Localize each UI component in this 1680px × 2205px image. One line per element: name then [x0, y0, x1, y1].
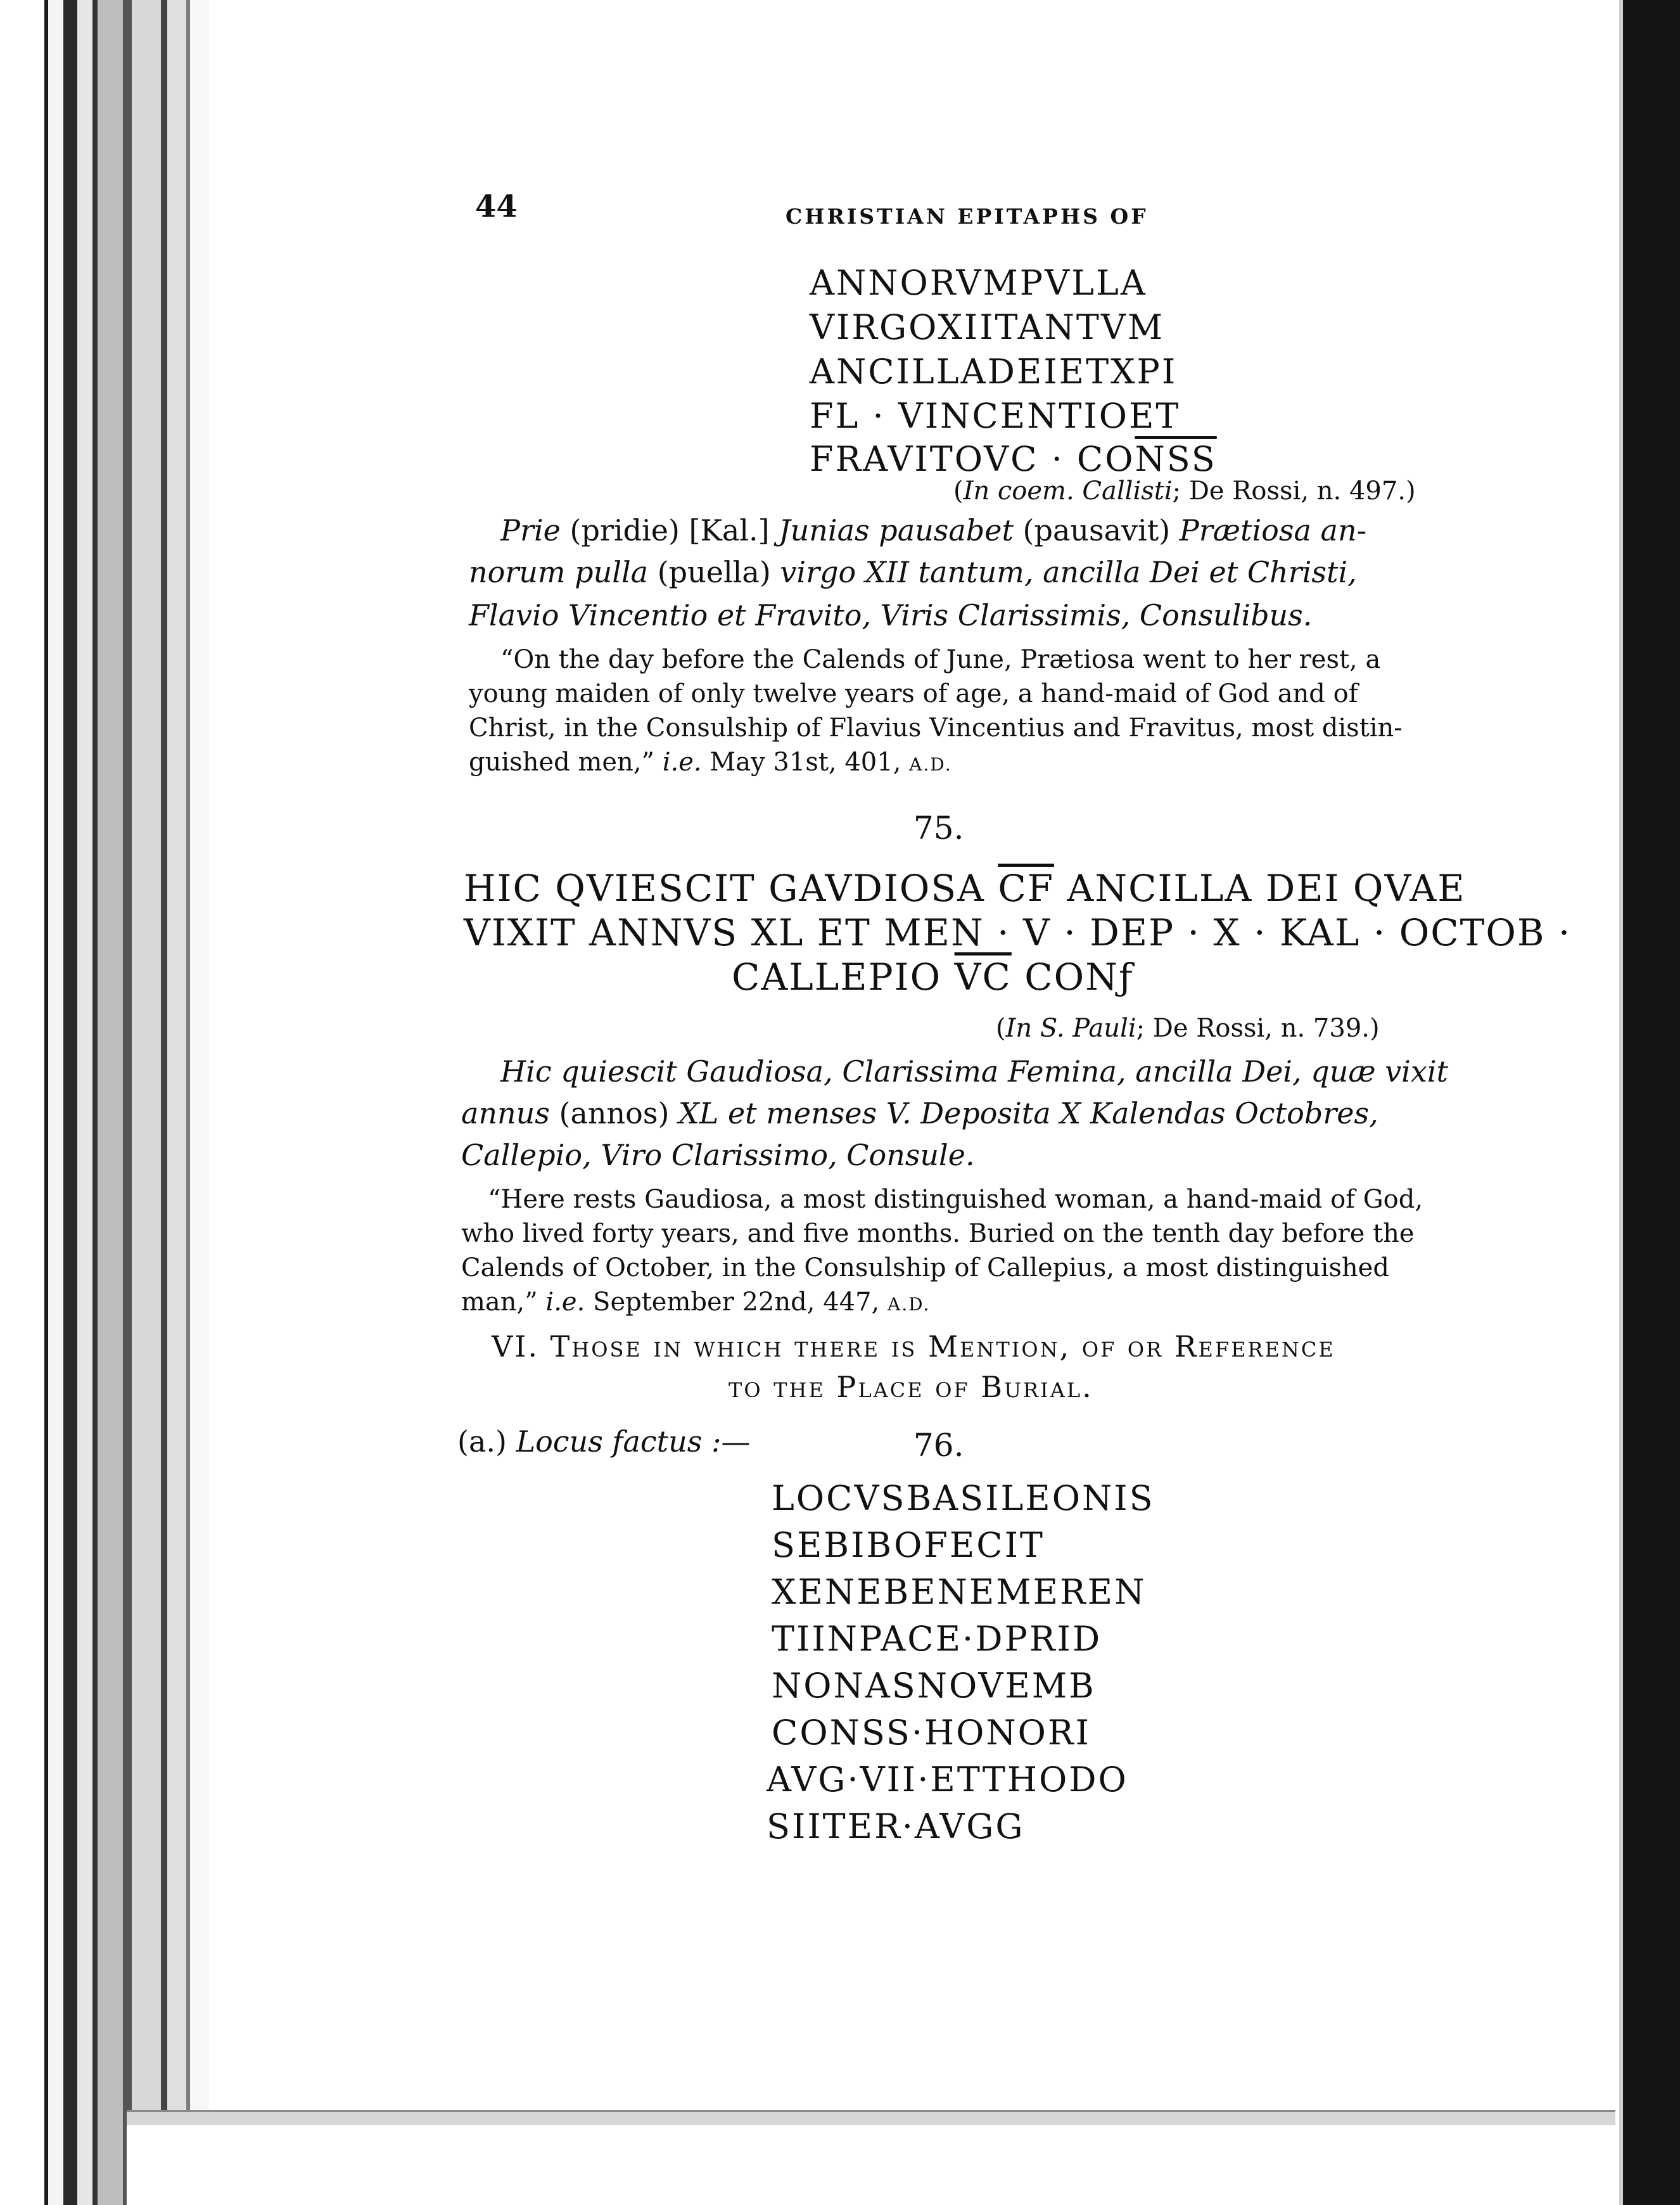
- translation-line: Calends of October, in the Consulship of Callepius, a most distinguished: [461, 1253, 1389, 1282]
- latin-italic: Callepio, Viro Clarissimo, Consule.: [461, 1138, 975, 1172]
- source-citation: [996, 1014, 1380, 1043]
- latin-roman: (annos): [549, 1096, 679, 1130]
- inscription-line: NONASNOVEMB: [772, 1666, 1096, 1706]
- inscription-line: ANCILLADEIETXPI: [810, 352, 1178, 392]
- translation-text: guished men,”: [469, 748, 663, 777]
- inscription-abbrev: $\overline{NSS}$: [1135, 439, 1217, 479]
- book-page-edges: [0, 0, 209, 2205]
- translation-line: “On the day before the Calends of June, Prætiosa went to her rest, a: [500, 645, 1381, 674]
- latin-italic: XL et menses V. Deposita X Kalendas Octobres,: [678, 1096, 1378, 1130]
- inscription-abbrev: $\overline{CF}$: [998, 867, 1054, 910]
- latin-line: [469, 598, 1312, 632]
- latin-line: [500, 1054, 1448, 1089]
- era-abbrev: A.D.: [887, 1294, 931, 1315]
- latin-italic: Flavio Vincentio et Fravito, Viris Clarissimis, Consulibus.: [469, 598, 1313, 632]
- latin-line: [461, 1096, 1378, 1130]
- latin-line: [469, 555, 1357, 589]
- translation-text: May 31st, 401,: [701, 748, 910, 777]
- section-heading: to the Place of Burial.: [729, 1370, 1093, 1404]
- inscription-line: ANNORVMPVLLA: [810, 263, 1147, 303]
- citation-paren: (: [953, 476, 964, 506]
- translation-line: [461, 1288, 930, 1317]
- inscription-text: HIC QVIESCIT GAVDIOSA: [464, 867, 998, 910]
- page-bottom-edge: [127, 2110, 1615, 2127]
- translation-text: man,”: [461, 1288, 546, 1317]
- page-bottom-margin: [127, 2125, 1615, 2205]
- inscription-line: SEBIBOFECIT: [772, 1525, 1045, 1565]
- inscription-line: CONSS·HONORI: [772, 1713, 1091, 1753]
- entry-number: 75.: [913, 810, 964, 847]
- latin-italic: Prie: [500, 513, 561, 547]
- latin-roman: (pridie) [Kal.]: [560, 513, 779, 547]
- right-binding-edge: [1623, 0, 1680, 2205]
- citation-ref: ; De Rossi, n. 739.): [1136, 1014, 1380, 1043]
- translation-text: September 22nd, 447,: [585, 1288, 888, 1317]
- translation-line: who lived forty years, and five months. Buried on the tenth day before the: [461, 1219, 1415, 1248]
- latin-italic: Junias pausabet: [779, 513, 1014, 547]
- citation-place: In coem. Callisti: [963, 476, 1173, 506]
- running-title: CHRISTIAN EPITAPHS OF: [786, 204, 1149, 229]
- translation-line: “Here rests Gaudiosa, a most distinguished woman, a hand-maid of God,: [488, 1185, 1423, 1214]
- inscription-line: [732, 955, 1133, 999]
- subsection-label: [457, 1424, 750, 1459]
- inscription-line: FL · VINCENTIOET: [810, 396, 1181, 436]
- latin-roman: (pausavit): [1013, 513, 1180, 547]
- section-heading: VI. Those in which there is Mention, of or Reference: [492, 1329, 1335, 1364]
- latin-line: [500, 513, 1366, 547]
- page-number: 44: [475, 189, 518, 224]
- latin-line: [461, 1138, 975, 1172]
- translation-line: young maiden of only twelve years of age, a hand-maid of God and of: [469, 679, 1358, 708]
- inscription-line: TIINPACE·DPRID: [772, 1619, 1102, 1659]
- citation-place: In S. Pauli: [1005, 1014, 1136, 1043]
- citation-paren: (: [996, 1014, 1006, 1043]
- translation-italic: i.e.: [662, 748, 702, 777]
- inscription-text: ANCILLA DEI QVAE: [1054, 867, 1466, 910]
- subsection-title: Locus factus :—: [516, 1424, 751, 1459]
- translation-line: Christ, in the Consulship of Flavius Vincentius and Fravitus, most distin-: [469, 713, 1403, 743]
- entry-number: 76.: [913, 1427, 964, 1464]
- translation-italic: i.e.: [545, 1288, 585, 1317]
- inscription-line: VIRGOXIITANTVM: [810, 307, 1165, 347]
- inscription-line: AVG·VII·ETTHODO: [767, 1760, 1128, 1799]
- latin-italic: virgo XII tantum, ancilla Dei et Christi,: [780, 555, 1357, 589]
- inscription-abbrev: $\overline{VC}$: [954, 955, 1012, 999]
- inscription-line: SIITER·AVGG: [767, 1806, 1025, 1846]
- latin-italic: annus: [461, 1096, 550, 1130]
- source-citation: [953, 476, 1416, 506]
- latin-roman: (puella): [648, 555, 780, 589]
- inscription-line: [464, 867, 1466, 910]
- era-abbrev: A.D.: [909, 754, 952, 775]
- inscription-line: XENEBENEMEREN: [772, 1572, 1147, 1612]
- inscription-text: FRAVITOVC · CO: [810, 439, 1135, 479]
- subsection-letter: (a.): [457, 1424, 516, 1459]
- inscription-text: CALLEPIO: [732, 955, 955, 999]
- inscription-line: VIXIT ANNVS XL ET MEN · V · DEP · X · KAL · OCTOB ·: [464, 911, 1572, 954]
- latin-italic: Hic quiescit Gaudiosa, Clarissima Femina, ancilla Dei, quæ vixit: [500, 1054, 1449, 1089]
- latin-italic: Prætiosa an-: [1179, 513, 1367, 547]
- inscription-line: LOCVSBASILEONIS: [772, 1478, 1155, 1518]
- inscription-text: CONƒ: [1011, 955, 1134, 999]
- latin-italic: norum pulla: [469, 555, 649, 589]
- inscription-line: [810, 439, 1217, 479]
- citation-ref: ; De Rossi, n. 497.): [1172, 476, 1416, 506]
- translation-line: [469, 748, 952, 777]
